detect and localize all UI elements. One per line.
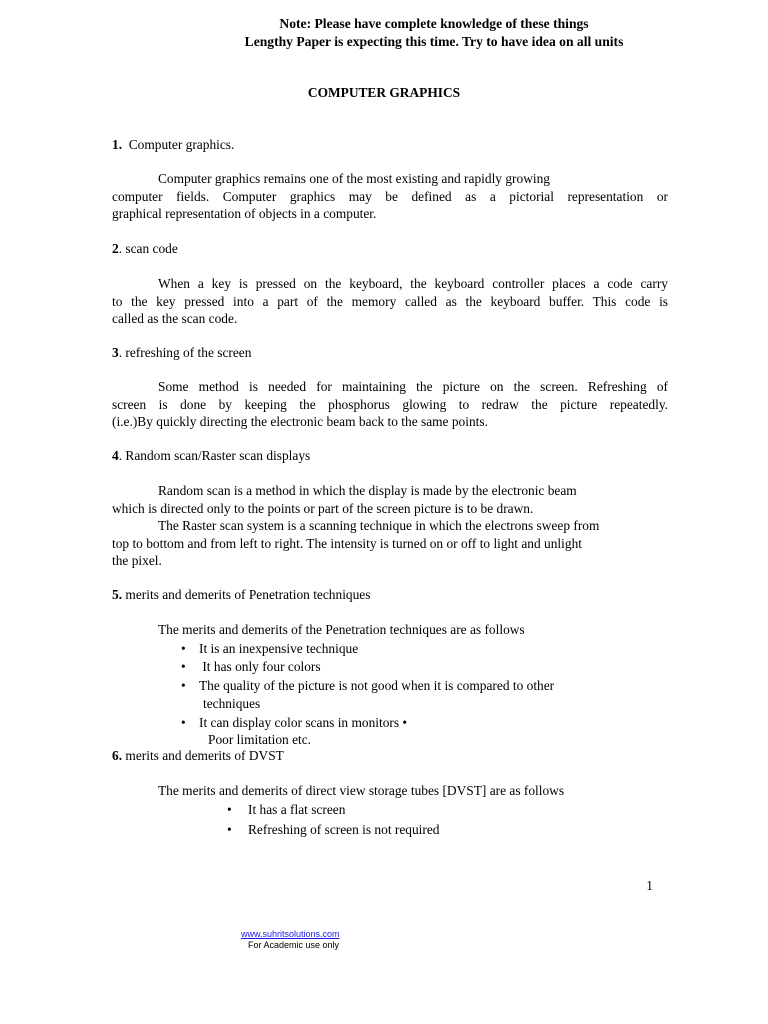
- paragraph-line: When a key is pressed on the keyboard, the keyboard controller places a code carry: [158, 276, 668, 291]
- paragraph-line: graphical representation of objects in a computer.: [112, 206, 377, 221]
- footer-website-link[interactable]: www.suhritsolutions.com: [241, 929, 340, 939]
- paragraph-line: computer fields. Computer graphics may be defined as a pictorial representation or: [112, 188, 668, 204]
- section-5-bullet-list: [181, 640, 554, 732]
- list-item: [181, 658, 554, 676]
- paragraph-line: Random scan is a method in which the display is made by the electronic beam: [158, 483, 577, 498]
- list-item-text: It has a flat screen: [248, 802, 346, 817]
- section-6-intro: The merits and demerits of direct view storage tubes [DVST] are as follows: [158, 783, 565, 798]
- section-5-heading: [112, 586, 370, 604]
- list-item: [181, 714, 554, 732]
- paragraph-line: (i.e.)By quickly directing the electronic beam back to the same points.: [112, 414, 488, 429]
- list-item: [227, 821, 440, 839]
- section-5-intro: The merits and demerits of the Penetration techniques are as follows: [158, 622, 525, 637]
- section-2-paragraph: [112, 275, 668, 328]
- section-number: 3: [112, 345, 119, 360]
- paragraph-line: Some method is needed for maintaining the picture on the screen. Refreshing of: [158, 379, 668, 394]
- section-title: . Random scan/Raster scan displays: [118, 448, 311, 463]
- section-number: 1.: [112, 137, 123, 152]
- section-title: Computer graphics.: [128, 137, 235, 152]
- section-1-paragraph: [112, 170, 668, 223]
- section-title: . scan code: [118, 241, 178, 256]
- section-1-heading: [112, 136, 234, 154]
- section-6-bullet-list: [227, 801, 440, 838]
- section-number: 6.: [112, 748, 123, 763]
- section-5-trailing: Poor limitation etc.: [208, 732, 312, 747]
- page-title: COMPUTER GRAPHICS: [307, 85, 461, 100]
- paragraph-line: called as the scan code.: [112, 311, 238, 326]
- bullet-icon: •: [181, 658, 186, 674]
- section-number: 2: [112, 241, 119, 256]
- note-line-1: Note: Please have complete knowledge of these things: [279, 16, 589, 31]
- bullet-icon: •: [181, 678, 186, 693]
- bullet-icon: •: [181, 641, 186, 656]
- paragraph-line: to the key pressed into a part of the memory called as the keyboard buffer. This code is: [112, 293, 668, 309]
- list-item: [181, 640, 554, 658]
- paragraph-line: Computer graphics remains one of the most existing and rapidly growing: [158, 171, 550, 186]
- section-4-paragraph: [112, 482, 668, 570]
- paragraph-line: which is directed only to the points or part of the screen picture is to be drawn.: [112, 500, 534, 516]
- paragraph-line: top to bottom and from left to right. The intensity is turned on or off to light and unlight: [112, 535, 582, 551]
- list-item: [181, 677, 554, 695]
- section-4-heading: [112, 447, 310, 465]
- section-number: 5.: [112, 587, 123, 602]
- list-item-text: It has only four colors: [199, 658, 321, 674]
- footer-note: For Academic use only: [248, 940, 340, 950]
- bullet-icon: •: [227, 821, 232, 837]
- section-title: merits and demerits of DVST: [125, 748, 284, 763]
- bullet-icon: •: [227, 802, 232, 817]
- paragraph-line: the pixel.: [112, 553, 162, 568]
- list-item-text: It is an inexpensive technique: [199, 641, 359, 656]
- section-title: . refreshing of the screen: [118, 345, 252, 360]
- paragraph-line: screen is done by keeping the phosphorus glowing to redraw the picture repeatedly.: [112, 396, 668, 412]
- list-item-text: It can display color scans in monitors •: [199, 715, 408, 730]
- paragraph-line: The Raster scan system is a scanning technique in which the electrons sweep from: [158, 518, 600, 533]
- section-2-heading: [112, 240, 178, 258]
- section-6-heading: [112, 747, 284, 765]
- list-item-text: The quality of the picture is not good when it is compared to other: [199, 678, 555, 693]
- section-title: merits and demerits of Penetration techniques: [125, 587, 371, 602]
- list-item-text: Refreshing of screen is not required: [248, 821, 440, 837]
- bullet-icon: •: [181, 715, 186, 730]
- note-line-2: Lengthy Paper is expecting this time. Try to have idea on all units: [244, 34, 624, 49]
- list-item-continuation: techniques: [203, 695, 261, 711]
- section-3-heading: [112, 344, 251, 362]
- section-3-paragraph: [112, 378, 668, 431]
- list-item: [227, 801, 440, 819]
- page-number: 1: [646, 878, 653, 893]
- section-number: 4: [112, 448, 119, 463]
